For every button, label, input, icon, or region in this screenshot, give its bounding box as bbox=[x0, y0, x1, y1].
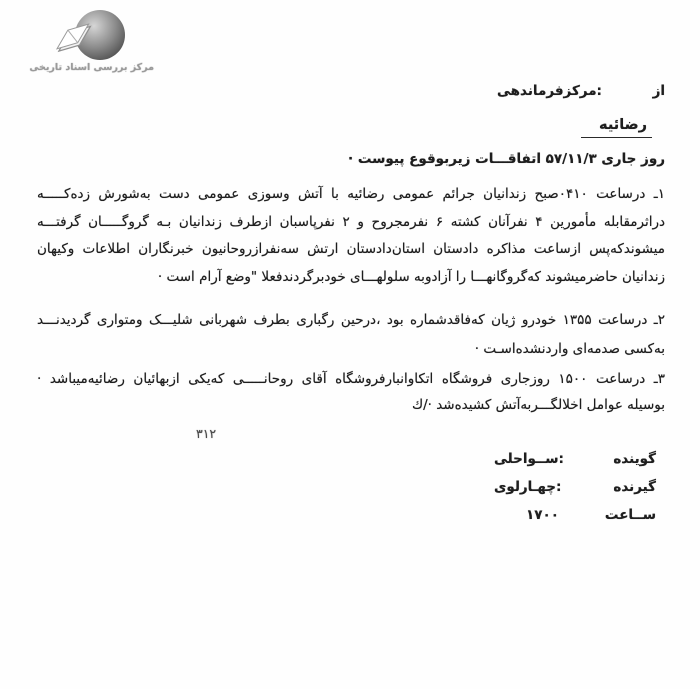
ref-number: ۳۱۲ bbox=[196, 426, 217, 441]
report-line: ۲ـ درساعت ۱۳۵۵ خودرو ژیان که‌فاقدشماره بود ،درحین رگباری بطرف شهربانی شلیـــک ومتواری گردیدنـــد bbox=[37, 312, 665, 328]
city-title: رضائیه bbox=[581, 117, 652, 138]
report-line: دراثرمقابله مأمورین ۴ نفرآنان کشته ۶ نفرمجروح و ۲ نفرپاسبان ازطرف زندانیان بـه گروگـــــان گرفتـــه bbox=[37, 213, 666, 230]
speaker-name: :ســواحلی bbox=[494, 451, 564, 467]
transmission-block bbox=[494, 451, 656, 535]
globe-book-icon bbox=[46, 8, 142, 64]
incident-item-2 bbox=[37, 306, 665, 364]
org-logo bbox=[29, 8, 154, 73]
report-line: زندانیان حاضرمیشوند که‌گروگانهـــا را آزادوبه سلولهـــای خودبرگردندفعلا "وضع آرام است · bbox=[157, 268, 665, 285]
time-row bbox=[494, 507, 656, 524]
report-line: میشوندکه‌پس ازساعت مذاکره دادستان استان‌دادستان ارتش سه‌نفرازروحانیون خبرنگاران اطلاعات وکیهان bbox=[37, 241, 665, 257]
receiver-row bbox=[494, 479, 656, 496]
report-line: بوسیله عوامل اخلالگـــربه‌آتش کشیده‌شد ·/ك bbox=[411, 397, 665, 413]
speaker-label: گوینده bbox=[613, 451, 656, 467]
report-line: ۱ـ درساعت ۰۴۱۰صبح زندانیان جرائم عمومی رضائیه با آتش وسوزی عمومی دست به‌شورش زده‌کـــــه bbox=[37, 186, 665, 202]
report-line: به‌کسی صدمه‌ای واردنشده‌اسـت · bbox=[474, 341, 665, 357]
from-label: از bbox=[652, 83, 665, 99]
time-value: ۱۷۰۰ bbox=[526, 507, 559, 523]
incident-item-1 bbox=[37, 181, 665, 291]
report-line: ۳ـ درساعت ۱۵۰۰ روزجاری فروشگاه اتکاوانبارفروشگاه آقای روحانـــــی که‌یکی ازبهائیان رضائیه‌میباشد · bbox=[37, 371, 665, 387]
from-line bbox=[497, 83, 665, 99]
time-label: ســاعت bbox=[604, 507, 656, 523]
logo-caption: مرکز بررسی اسناد تاریخی bbox=[29, 62, 154, 73]
speaker-row bbox=[494, 451, 656, 468]
receiver-name: :چهـارلوی bbox=[494, 479, 562, 495]
incident-item-3 bbox=[37, 366, 665, 418]
from-value: :مرکزفرماندهی bbox=[497, 83, 602, 99]
receiver-label: گیرنده bbox=[613, 479, 656, 495]
date-line: روز جاری ۵۷/۱۱/۳ اتفاقـــات زیربوقوع پیوست · bbox=[348, 151, 665, 167]
